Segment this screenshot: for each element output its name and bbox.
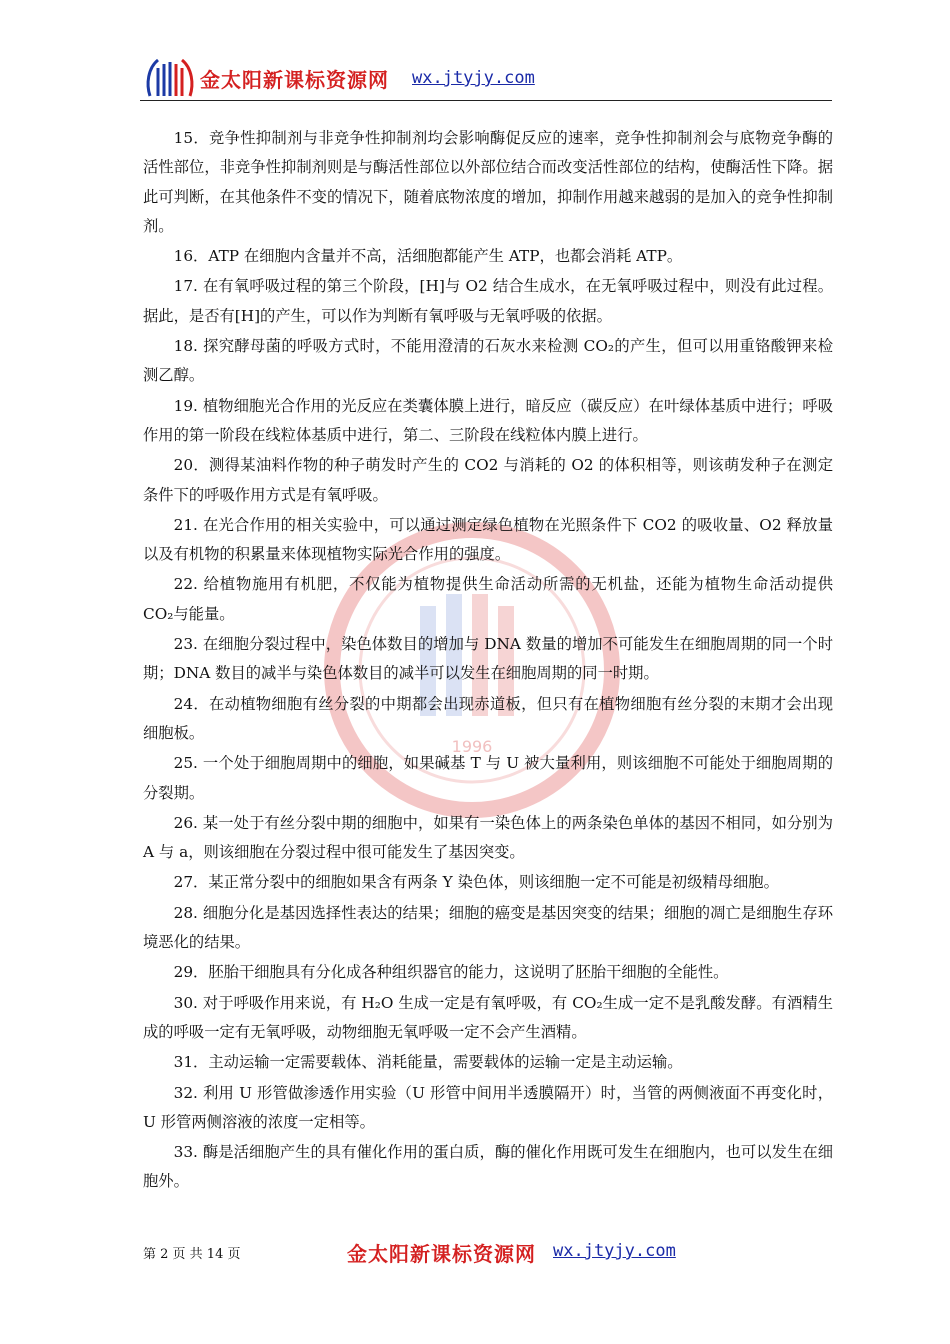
- footer-site-link[interactable]: wx.jtyjy.com: [553, 1241, 676, 1261]
- list-item: 30. 对于呼吸作用来说，有 H₂O 生成一定是有氧呼吸，有 CO₂生成一定不是乳酸发酵。有酒精生成的呼吸一定有无氧呼吸，动物细胞无氧呼吸一定不会产生酒精。: [143, 993, 833, 1041]
- list-item: 28. 细胞分化是基因选择性表达的结果；细胞的癌变是基因突变的结果；细胞的凋亡是细胞生存环境恶化的结果。: [143, 903, 833, 952]
- list-item: 18. 探究酵母菌的呼吸方式时，不能用澄清的石灰水来检测 CO₂的产生，但可以用重铬酸钾来检测乙醇。: [143, 337, 833, 385]
- list-item: 32. 利用 U 形管做渗透作用实验（U 形管中间用半透膜隔开）时，当管的两侧液面不再变化时，U 形管两侧溶液的浓度一定相等。: [143, 1083, 833, 1131]
- footer-brand: 金太阳新课标资源网: [347, 1242, 536, 1266]
- header-site-link[interactable]: wx.jtyjy.com: [412, 68, 535, 88]
- page-number: 第 2 页 共 14 页: [143, 1247, 241, 1262]
- list-item: 22. 给植物施用有机肥，不仅能为植物提供生命活动所需的无机盐，还能为植物生命活动提供 CO₂与能量。: [143, 575, 833, 623]
- list-item: 17. 在有氧呼吸过程的第三个阶段，[H]与 O2 结合生成水，在无氧呼吸过程中，则没有此过程。据此，是否有[H]的产生，可以作为判断有氧呼吸与无氧呼吸的依据。: [143, 277, 833, 325]
- list-item: 26. 某一处于有丝分裂中期的细胞中，如果有一染色体上的两条染色单体的基因不相同，如分别为 A 与 a，则该细胞在分裂过程中很可能发生了基因突变。: [143, 813, 833, 862]
- list-item: 27．某正常分裂中的细胞如果含有两条 Y 染色体，则该细胞一定不可能是初级精母细胞。: [173, 873, 779, 892]
- header-brand: 金太阳新课标资源网: [200, 68, 389, 92]
- page-footer: [143, 1236, 833, 1266]
- list-item: 20．测得某油料作物的种子萌发时产生的 CO2 与消耗的 O2 的体积相等，则该萌发种子在测定条件下的呼吸作用方式是有氧呼吸。: [143, 456, 833, 504]
- list-item: 16．ATP 在细胞内含量并不高，活细胞都能产生 ATP，也都会消耗 ATP。: [173, 247, 683, 266]
- list-item: 33. 酶是活细胞产生的具有催化作用的蛋白质，酶的催化作用既可发生在细胞内，也可以发生在细胞外。: [143, 1143, 833, 1191]
- list-item: 31．主动运输一定需要载体、消耗能量，需要载体的运输一定是主动运输。: [173, 1053, 683, 1072]
- jtyjy-logo-icon: [144, 56, 196, 100]
- page-header: [140, 54, 832, 101]
- watermark-year: 1996: [451, 737, 493, 756]
- list-item: 29．胚胎干细胞具有分化成各种组织器官的能力，这说明了胚胎干细胞的全能性。: [173, 963, 729, 982]
- list-item: 15．竞争性抑制剂与非竞争性抑制剂均会影响酶促反应的速率，竞争性抑制剂会与底物竞争酶的活性部位，非竞争性抑制剂则是与酶活性部位以外部位结合而改变活性部位的结构，使酶活性下降。据此可判断，在其他条件不变的情况下，随着底物浓度的增加，抑制作用越来越弱的是加入的竞争性抑制剂。: [143, 129, 833, 235]
- list-item: 24．在动植物细胞有丝分裂的中期都会出现赤道板，但只有在植物细胞有丝分裂的末期才会出现细胞板。: [143, 694, 833, 742]
- document-body: [143, 124, 833, 1198]
- list-item: 25. 一个处于细胞周期中的细胞，如果碱基 T 与 U 被大量利用，则该细胞不可能处于细胞周期的分裂期。: [143, 754, 833, 802]
- list-item: 19. 植物细胞光合作用的光反应在类囊体膜上进行，暗反应（碳反应）在叶绿体基质中进行；呼吸作用的第一阶段在线粒体基质中进行，第二、三阶段在线粒体内膜上进行。: [143, 396, 833, 444]
- list-item: 21. 在光合作用的相关实验中，可以通过测定绿色植物在光照条件下 CO2 的吸收量、O2 释放量以及有机物的积累量来体现植物实际光合作用的强度。: [143, 515, 833, 564]
- list-item: 23. 在细胞分裂过程中，染色体数目的增加与 DNA 数量的增加不可能发生在细胞周期的同一个时期；DNA 数目的减半与染色体数目的减半可以发生在细胞周期的同一时期。: [143, 635, 833, 683]
